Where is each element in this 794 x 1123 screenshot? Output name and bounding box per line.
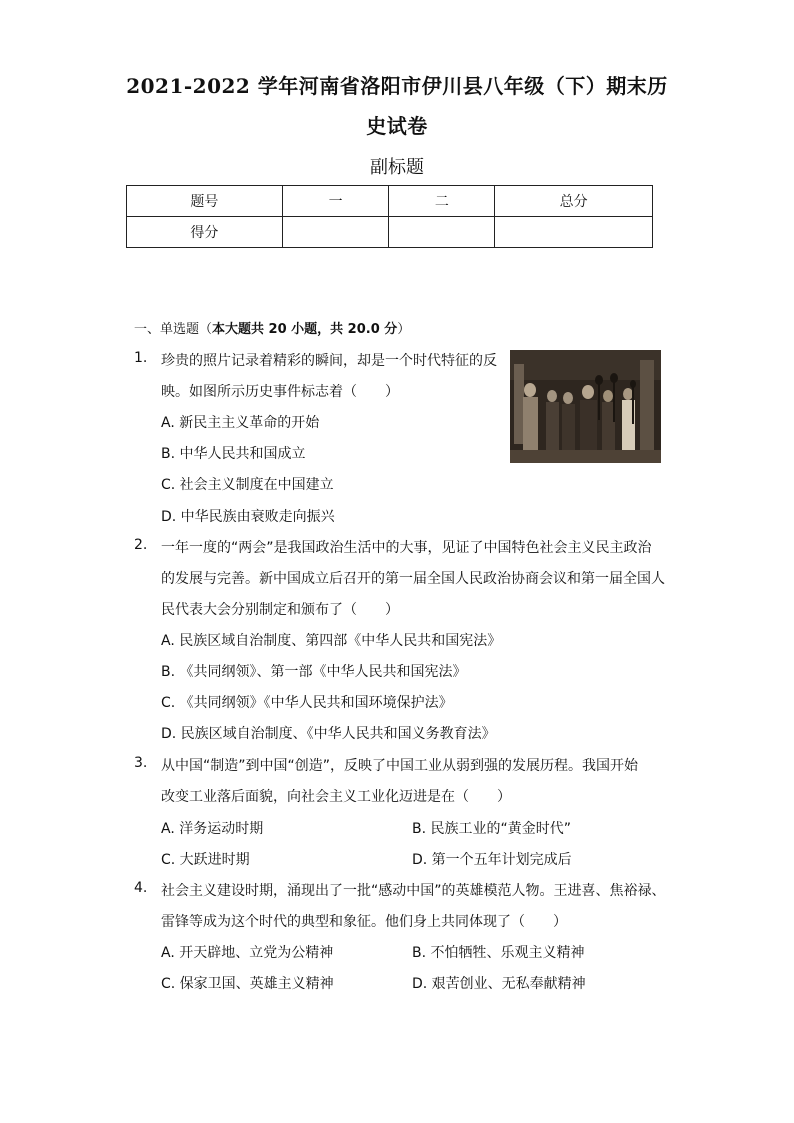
option-b: B. 不怕牺牲、乐观主义精神 bbox=[412, 945, 585, 961]
option-c: C. 社会主义制度在中国建立 bbox=[161, 477, 334, 493]
score-table-header-row bbox=[127, 186, 653, 217]
question-text-line: 映。如图所示历史事件标志着（ ） bbox=[161, 384, 399, 400]
option-d: D. 中华民族由衰败走向振兴 bbox=[161, 509, 335, 525]
score-cell: 二 bbox=[389, 186, 495, 217]
score-cell bbox=[282, 217, 389, 248]
score-cell: 得分 bbox=[127, 217, 283, 248]
question-text-line: 从中国“制造”到中国“创造”，反映了中国工业从弱到强的发展历程。我国开始 bbox=[161, 758, 639, 774]
question-text-line: 社会主义建设时期，涌现出了一批“感动中国”的英雄模范人物。王进喜、焦裕禄、 bbox=[161, 883, 666, 899]
question-number: 4. bbox=[134, 880, 148, 896]
score-table-score-row bbox=[127, 217, 653, 248]
score-cell: 总分 bbox=[495, 186, 653, 217]
score-table bbox=[126, 185, 653, 248]
question-text-line: 一年一度的“两会”是我国政治生活中的大事，见证了中国特色社会主义民主政治 bbox=[161, 540, 652, 556]
option-a: A. 民族区域自治制度、第四部《中华人民共和国宪法》 bbox=[161, 633, 502, 649]
option-c: C. 保家卫国、英雄主义精神 bbox=[161, 976, 334, 992]
option-a: A. 洋务运动时期 bbox=[161, 821, 264, 837]
question-number: 1. bbox=[134, 350, 148, 366]
question-text-line: 雷锋等成为这个时代的典型和象征。他们身上共同体现了（ ） bbox=[161, 914, 567, 930]
option-d: D. 艰苦创业、无私奉献精神 bbox=[412, 976, 586, 992]
option-c: C. 大跃进时期 bbox=[161, 852, 250, 868]
score-cell bbox=[389, 217, 495, 248]
score-cell bbox=[495, 217, 653, 248]
section-prefix: 一、单选题（ bbox=[134, 322, 213, 337]
section-suffix: ） bbox=[397, 322, 411, 337]
section-detail: 本大题共 20 小题，共 20.0 分 bbox=[212, 322, 398, 337]
option-a: A. 开天辟地、立党为公精神 bbox=[161, 945, 334, 961]
question-text-line: 珍贵的照片记录着精彩的瞬间，却是一个时代特征的反 bbox=[161, 353, 497, 369]
question-text-line: 改变工业落后面貌，向社会主义工业化迈进是在（ ） bbox=[161, 789, 511, 805]
exam-subtitle: 副标题 bbox=[370, 157, 424, 178]
option-c: C. 《共同纲领》《中华人民共和国环境保护法》 bbox=[161, 695, 453, 711]
option-b: B. 《共同纲领》、第一部《中华人民共和国宪法》 bbox=[161, 664, 467, 680]
section-header bbox=[134, 318, 410, 337]
exam-title-line2: 史试卷 bbox=[366, 114, 428, 138]
option-a: A. 新民主主义革命的开始 bbox=[161, 415, 320, 431]
historical-photo bbox=[510, 350, 661, 463]
option-d: D. 第一个五年计划完成后 bbox=[412, 852, 572, 868]
option-b: B. 民族工业的“黄金时代” bbox=[412, 821, 572, 837]
exam-title-line1: 2021-2022 学年河南省洛阳市伊川县八年级（下）期末历 bbox=[126, 74, 668, 98]
question-number: 3. bbox=[134, 755, 148, 771]
score-cell: 题号 bbox=[127, 186, 283, 217]
option-b: B. 中华人民共和国成立 bbox=[161, 446, 306, 462]
question-text-line: 的发展与完善。新中国成立后召开的第一届全国人民政治协商会议和第一届全国人 bbox=[161, 571, 665, 587]
question-text-line: 民代表大会分别制定和颁布了（ ） bbox=[161, 602, 399, 618]
question-number: 2. bbox=[134, 537, 148, 553]
option-d: D. 民族区域自治制度、《中华人民共和国义务教育法》 bbox=[161, 726, 496, 742]
score-cell: 一 bbox=[282, 186, 389, 217]
